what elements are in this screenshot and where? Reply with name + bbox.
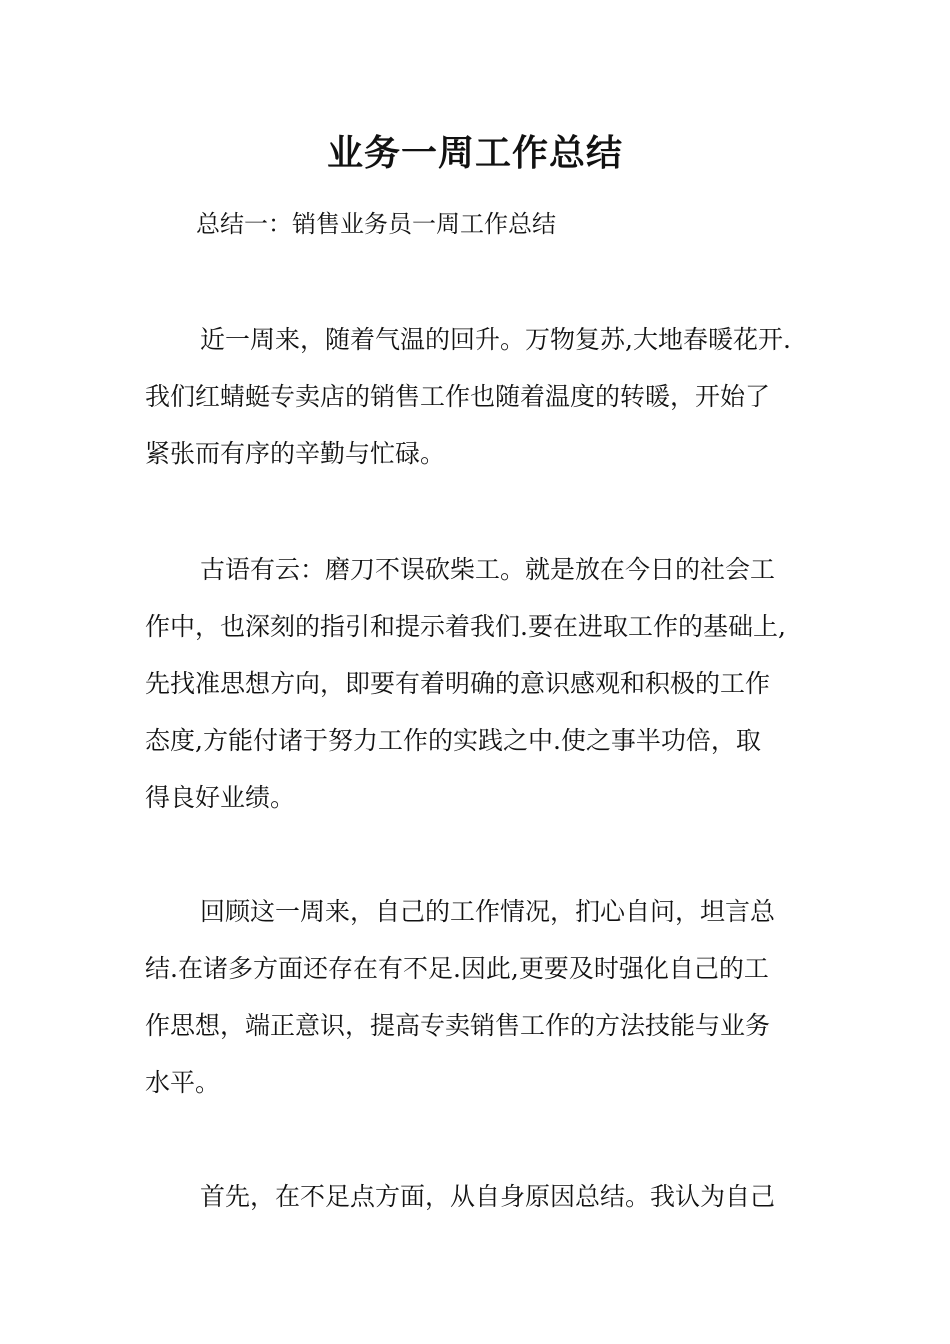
paragraph-2 <box>145 541 825 826</box>
paragraph-4 <box>145 1168 825 1225</box>
paragraph-line: 我们红蜻蜓专卖店的销售工作也随着温度的转暖，开始了 <box>145 382 771 411</box>
document-subtitle: 总结一：销售业务员一周工作总结 <box>196 210 556 238</box>
paragraph-line: 结.在诸多方面还存在有不足.因此,更要及时强化自己的工 <box>145 954 769 983</box>
paragraph-line: 近一周来，随着气温的回升。万物复苏,大地春暖花开. <box>200 325 791 354</box>
paragraph-3 <box>145 883 825 1111</box>
paragraph-line: 水平。 <box>145 1068 221 1097</box>
paragraph-line: 作思想，端正意识，提高专卖销售工作的方法技能与业务 <box>145 1011 771 1040</box>
paragraph-line: 态度,方能付诸于努力工作的实践之中.使之事半功倍，取 <box>145 726 761 755</box>
paragraph-line: 回顾这一周来，自己的工作情况，扪心自问，坦言总 <box>200 897 776 926</box>
paragraph-line: 古语有云：磨刀不误砍柴工。就是放在今日的社会工 <box>200 555 776 584</box>
document-title: 业务一周工作总结 <box>326 132 623 174</box>
paragraph-line: 作中，也深刻的指引和提示着我们.要在进取工作的基础上, <box>145 612 786 641</box>
paragraph-line: 首先，在不足点方面，从自身原因总结。我认为自己 <box>200 1182 776 1211</box>
paragraph-1 <box>145 311 825 482</box>
paragraph-line: 得良好业绩。 <box>145 783 296 812</box>
paragraph-line: 先找准思想方向，即要有着明确的意识感观和积极的工作 <box>145 669 771 698</box>
paragraph-line: 紧张而有序的辛勤与忙碌。 <box>145 439 446 468</box>
